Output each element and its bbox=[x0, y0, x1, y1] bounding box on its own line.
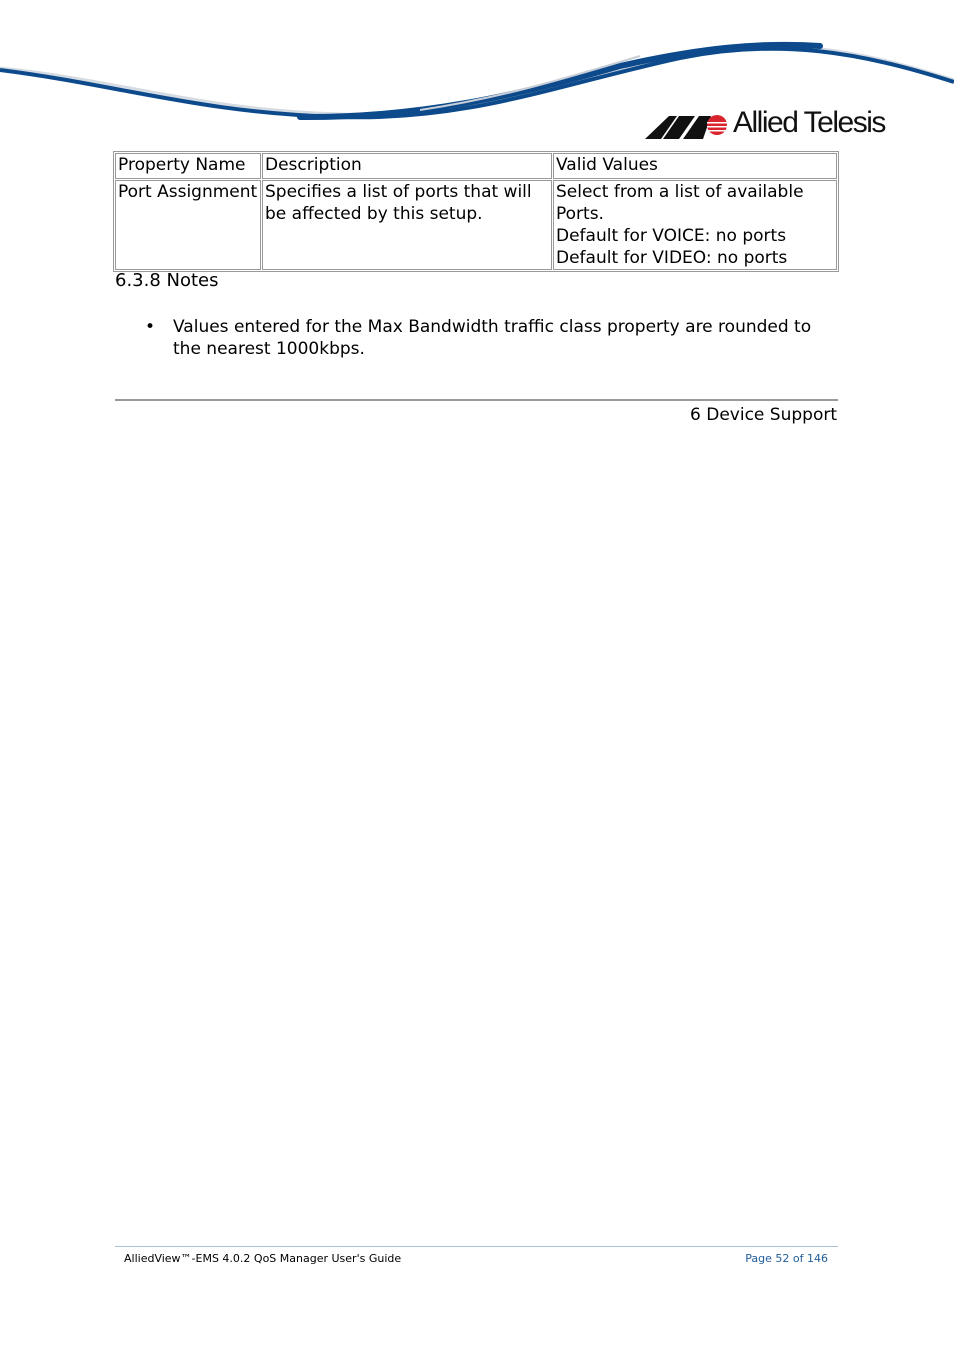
column-header-property-name: Property Name bbox=[115, 153, 261, 179]
brand-name: Allied Telesis bbox=[733, 106, 885, 139]
footer-document-title: AlliedView™-EMS 4.0.2 QoS Manager User's Guide bbox=[124, 1252, 402, 1265]
column-header-description: Description bbox=[262, 153, 552, 179]
table-row bbox=[115, 180, 837, 270]
footer-divider bbox=[115, 1246, 838, 1247]
description-cell: Specifies a list of ports that will be affected by this setup. bbox=[262, 180, 552, 270]
list-item: • Values entered for the Max Bandwidth traffic class property are rounded to the nearest 1000kbps. bbox=[145, 316, 825, 360]
footer-page-number: Page 52 of 146 bbox=[745, 1252, 828, 1265]
valid-value-line: Default for VIDEO: no ports bbox=[556, 248, 788, 268]
valid-value-line: Default for VOICE: no ports bbox=[556, 226, 787, 246]
table-header-row bbox=[115, 153, 837, 179]
section-heading: 6.3.8 Notes bbox=[115, 270, 219, 291]
valid-value-line: Select from a list of available Ports. bbox=[556, 182, 804, 224]
property-name-cell: Port Assignment bbox=[115, 180, 261, 270]
property-table bbox=[113, 151, 839, 272]
notes-list bbox=[145, 316, 825, 360]
section-divider bbox=[115, 399, 838, 401]
column-header-valid-values: Valid Values bbox=[553, 153, 837, 179]
valid-values-cell bbox=[553, 180, 837, 270]
chapter-label: 6 Device Support bbox=[690, 405, 837, 425]
